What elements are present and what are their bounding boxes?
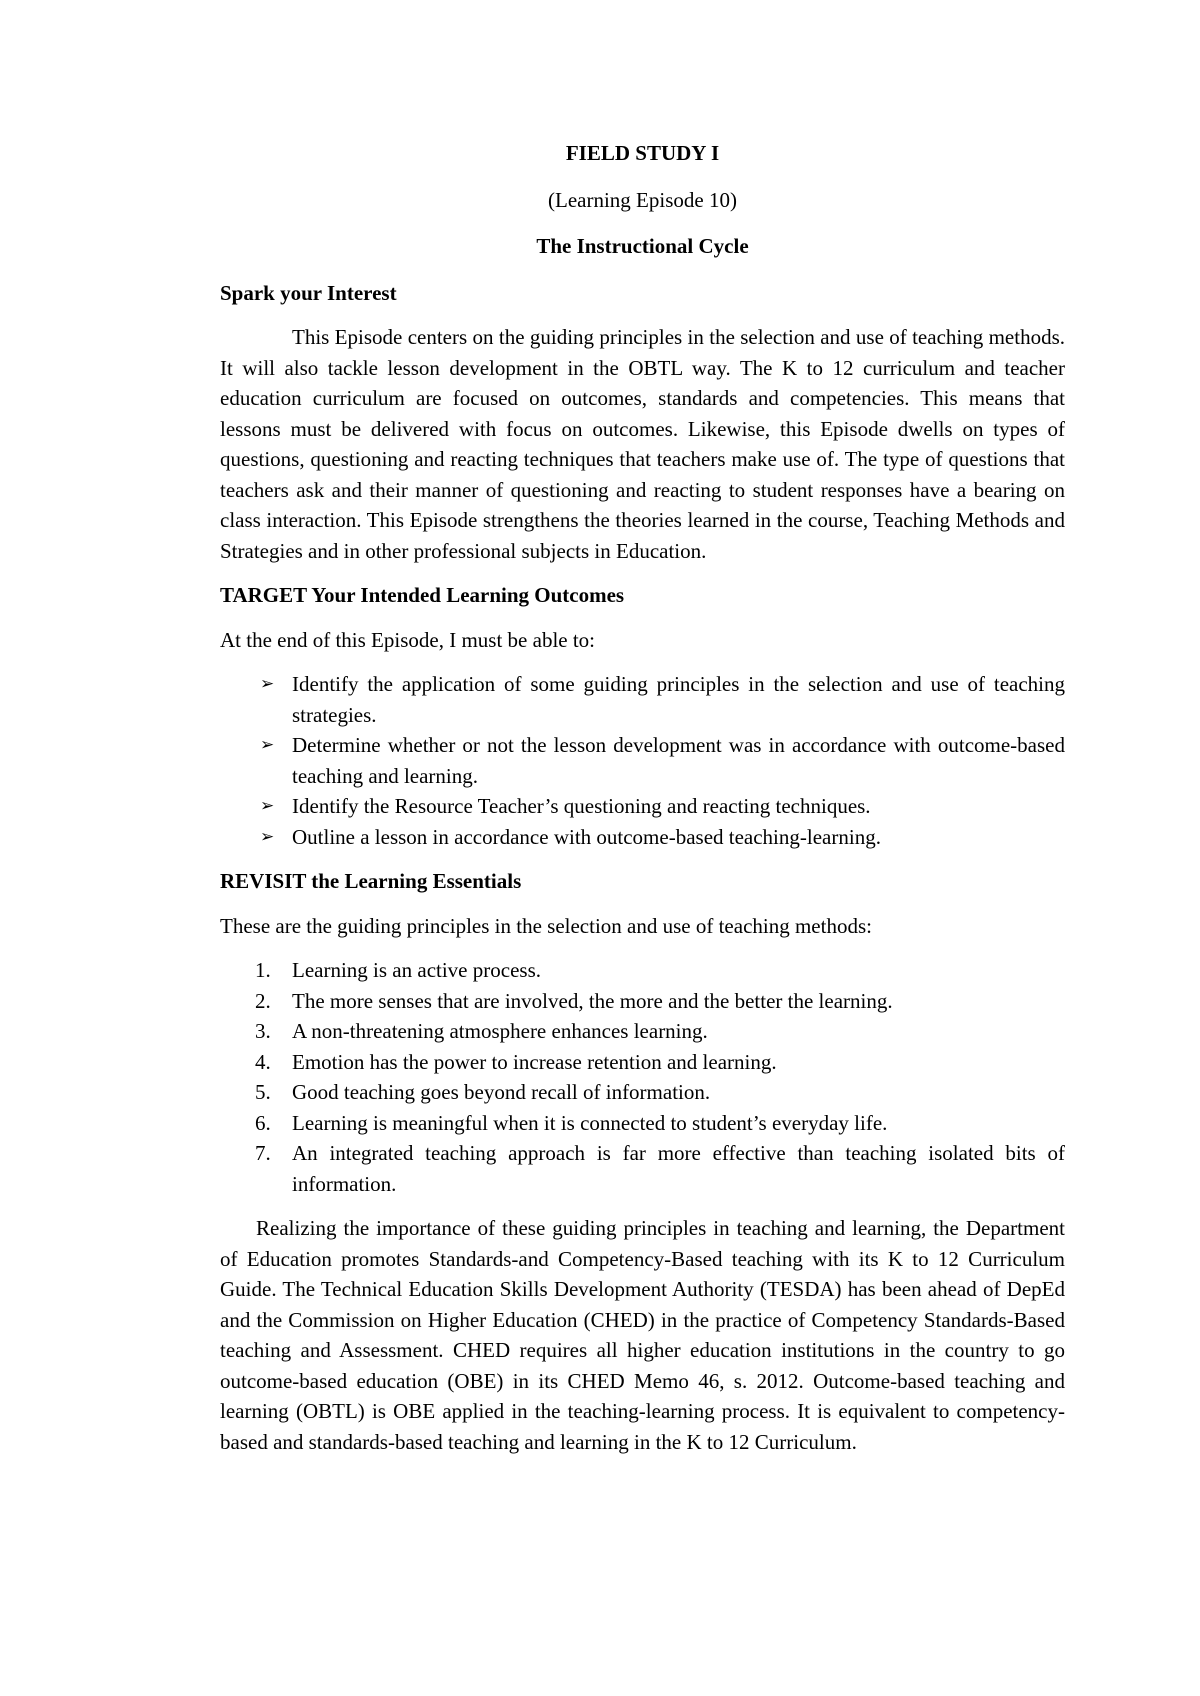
list-number: 6. xyxy=(255,1110,271,1135)
list-item xyxy=(220,1138,1065,1199)
arrow-bullet-icon: ➢ xyxy=(260,796,275,816)
episode-title: The Instructional Cycle xyxy=(536,234,749,258)
spark-paragraph: This Episode centers on the guiding principles in the selection and use of teaching methods. It will also tackle lesson development in the OBTL way. The K to 12 curriculum and teacher education curriculum are focused on outcomes, standards and competencies. This means that lessons must be delivered with focus on outcomes. Likewise, this Episode dwells on types of questions, questioning and reacting techniques that teachers make use of. The type of questions that teachers ask and their manner of questioning and reacting to student responses have a bearing on class interaction. This Episode strengthens the theories learned in the course, Teaching Methods and Strategies and in other professional subjects in Education. xyxy=(220,325,1065,563)
list-number: 2. xyxy=(255,988,271,1013)
document-title: FIELD STUDY I xyxy=(565,141,720,165)
list-item-text: An integrated teaching approach is far more effective than teaching isolated bits of information. xyxy=(292,1141,1065,1196)
spark-heading: Spark your Interest xyxy=(220,280,397,305)
list-item xyxy=(220,791,1065,822)
list-item xyxy=(220,1077,1065,1108)
revisit-heading: REVISIT the Learning Essentials xyxy=(220,869,522,893)
list-item-text: Learning is meaningful when it is connected to student’s everyday life. xyxy=(292,1110,888,1135)
list-number: 7. xyxy=(255,1141,271,1165)
list-item xyxy=(220,1047,1065,1078)
list-item-text: Good teaching goes beyond recall of information. xyxy=(292,1080,711,1104)
list-item-text: A non-threatening atmosphere enhances learning. xyxy=(292,1019,708,1043)
outcomes-list xyxy=(220,669,1065,852)
arrow-bullet-icon: ➢ xyxy=(260,735,275,755)
revisit-section xyxy=(220,866,1065,1457)
revisit-intro: These are the guiding principles in the selection and use of teaching methods: xyxy=(220,913,872,938)
list-number: 5. xyxy=(255,1080,271,1104)
target-heading: TARGET Your Intended Learning Outcomes xyxy=(220,583,625,607)
list-item xyxy=(220,669,1065,730)
list-item xyxy=(220,1108,1065,1139)
list-item-text: Identify the Resource Teacher’s questioning and reacting techniques. xyxy=(292,794,871,818)
document-subtitle: (Learning Episode 10) xyxy=(548,187,737,212)
list-item-text: Learning is an active process. xyxy=(292,958,541,982)
list-number: 3. xyxy=(255,1019,271,1043)
list-item xyxy=(220,955,1065,986)
target-intro: At the end of this Episode, I must be able to: xyxy=(220,627,596,652)
list-item xyxy=(220,822,1065,853)
list-item xyxy=(220,730,1065,791)
principles-list xyxy=(220,955,1065,1199)
list-item-text: Identify the application of some guiding principles in the selection and use of teaching strategies. xyxy=(292,672,1065,727)
list-item-text: Emotion has the power to increase retention and learning. xyxy=(292,1049,777,1074)
list-item-text: Outline a lesson in accordance with outcome-based teaching-learning. xyxy=(292,824,881,849)
target-section xyxy=(220,580,1065,852)
list-item xyxy=(220,1016,1065,1047)
list-number: 4. xyxy=(255,1049,271,1074)
list-item-text: Determine whether or not the lesson development was in accordance with outcome-based teaching and learning. xyxy=(292,733,1065,788)
list-number: 1. xyxy=(255,958,271,982)
list-item-text: The more senses that are involved, the more and the better the learning. xyxy=(292,988,893,1013)
arrow-bullet-icon: ➢ xyxy=(260,826,275,847)
list-item xyxy=(220,986,1065,1017)
spark-section xyxy=(220,278,1065,567)
arrow-bullet-icon: ➢ xyxy=(260,674,275,694)
closing-paragraph: Realizing the importance of these guiding principles in teaching and learning, the Department of Education promotes Standards-and Competency-Based teaching with its K to 12 Curriculum Guide. The Technical Education Skills Development Authority (TESDA) has been ahead of DepEd and the Commission on Higher Education (CHED) in the practice of Competency Standards-Based teaching and Assessment. CHED requires all higher education institutions in the country to go outcome-based education (OBE) in its CHED Memo 46, s. 2012. Outcome-based teaching and learning (OBTL) is OBE applied in the teaching-learning process. It is equivalent to competency-based and standards-based teaching and learning in the K to 12 Curriculum. xyxy=(220,1216,1065,1454)
